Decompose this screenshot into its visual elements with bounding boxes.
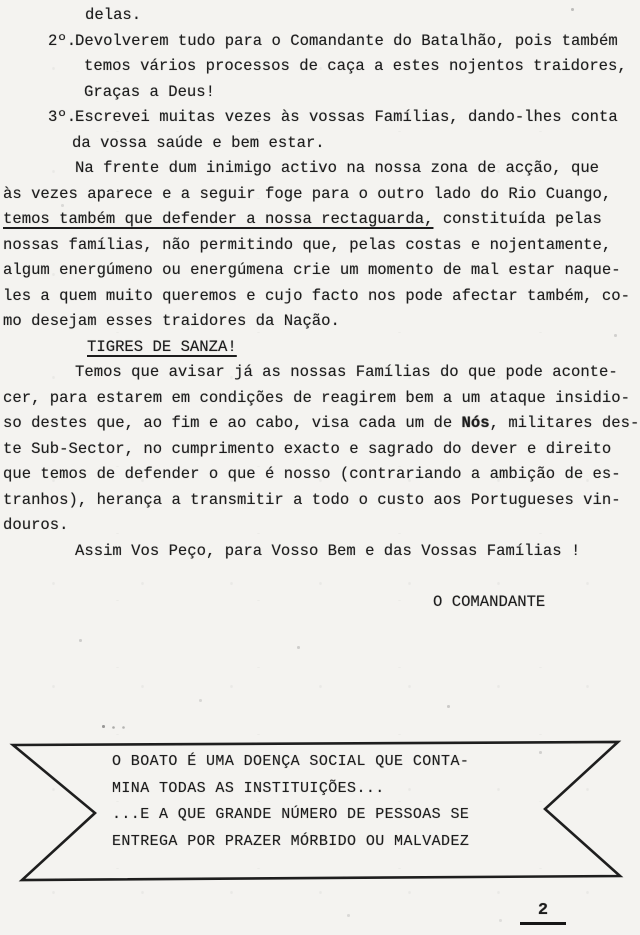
text-segment: so destes que, ao fim e ao cabo, visa cada um de <box>3 414 462 432</box>
text-line: às vezes aparece e a seguir foge para o outro lado do Rio Cuango, <box>3 184 612 203</box>
list-item-text: Escrevei muitas vezes às vossas Famílias, dando-lhes conta <box>75 108 618 126</box>
banner-line: O BOATO É UMA DOENÇA SOCIAL QUE CONTA- <box>112 753 470 770</box>
text-line: delas. <box>85 6 142 24</box>
text-line <box>3 207 640 233</box>
text-line: temos vários processos de caça a estes nojentos traidores, <box>84 57 627 75</box>
list-item-number: 2º. <box>48 31 77 50</box>
blank-line <box>0 564 640 590</box>
text-line: tranhos), herança a transmitir a todo o custo aos Portugueses vin- <box>3 490 621 509</box>
page-number: 2 <box>520 901 566 925</box>
text-line: Na frente dum inimigo activo na nossa zona de acção, que <box>75 159 600 177</box>
banner-text <box>112 749 469 855</box>
text-line: les a quem muito queremos e cujo facto nos pode afectar também, co- <box>3 286 630 305</box>
text-line: algum energúmeno ou energúmena crie um momento de mal estar naque- <box>3 261 621 279</box>
banner-line: MINA TODAS AS INSTITUIÇÕES... <box>112 779 385 797</box>
list-item-3 <box>48 105 640 131</box>
banner-line: ...E A QUE GRANDE NÚMERO DE PESSOAS SE <box>112 806 470 823</box>
text-line: da vossa saúde e bem estar. <box>72 133 325 152</box>
closing-line: Assim Vos Peço, para Vosso Bem e das Vossas Famílias ! <box>75 541 581 560</box>
list-item-2 <box>48 29 640 55</box>
signature: O COMANDANTE <box>433 592 546 611</box>
text-line: que temos de defender o que é nosso (contrariando a ambição de es- <box>3 465 621 483</box>
text-line: Temos que avisar já as nossas Famílias do que pode aconte- <box>75 363 618 381</box>
text-segment: , militares des- <box>489 414 640 432</box>
text-line: cer, para estarem em condições de reagirem bem a um ataque insidio- <box>3 388 630 407</box>
heading-text: TIGRES DE SANZA! <box>87 337 237 356</box>
text-line: mo desejam esses traidores da Nação. <box>3 312 340 330</box>
list-item-text: Devolverem tudo para o Comandante do Batalhão, pois também <box>75 31 618 50</box>
text-line: douros. <box>3 516 69 534</box>
emphasized-word: Nós <box>461 414 490 432</box>
text-line: te Sub-Sector, no cumprimento exacto e sagrado do dever e direito <box>3 439 612 458</box>
underlined-phrase: temos também que defender a nossa rectaguarda, <box>3 210 434 228</box>
text-segment: constituída pelas <box>433 210 602 228</box>
section-heading <box>87 335 640 361</box>
text-line <box>3 411 640 437</box>
text-line: nossas famílias, não permitindo que, pelas costas e nojentamente, <box>3 235 612 254</box>
text-line: Graças a Deus! <box>84 82 216 101</box>
letter-body <box>0 3 640 615</box>
list-item-number: 3º. <box>48 108 77 126</box>
scan-noise-specks <box>0 0 1 1</box>
banner-line: ENTREGA POR PRAZER MÓRBIDO OU MALVADEZ <box>112 832 470 850</box>
